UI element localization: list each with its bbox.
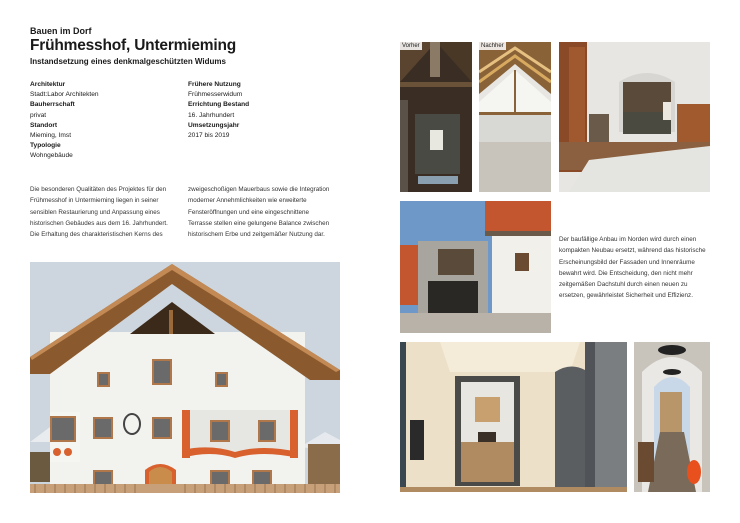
facts-left — [30, 80, 99, 162]
text-line: Terrasse stellen eine gelungene Balance zwischen — [188, 219, 330, 227]
text-line: Frühmesshof in Untermieming liegen in seiner — [30, 197, 159, 205]
facts-right — [188, 80, 249, 141]
page-title: Frühmesshof, Untermieming — [30, 37, 236, 54]
fact-value: 16. Jahrhundert — [188, 111, 235, 119]
fact-label: Bauherrschaft — [30, 101, 75, 109]
text-line: Die besonderen Qualitäten des Projektes für den — [30, 186, 167, 193]
exterior-extension-photo — [400, 201, 551, 333]
fact-value: Wohngebäude — [30, 152, 73, 160]
text-line: bewahrt wird. Die Entscheidung, den nicht mehr — [559, 269, 693, 277]
body-side-column — [559, 234, 719, 302]
before-label: Vorher — [402, 43, 420, 49]
text-line: ersetzen, gewährleistet Sicherheit und Effizienz. — [559, 292, 693, 300]
fact-label: Typologie — [30, 142, 61, 150]
text-line: Fensteröffnungen und eine eingeschnittene — [188, 208, 310, 216]
body-column-1 — [30, 184, 185, 240]
fact-value: Frühmesserwidum — [188, 91, 243, 99]
fact-label: Standort — [30, 121, 58, 129]
hallway-door-photo — [400, 342, 627, 492]
fact-value: privat — [30, 111, 47, 119]
after-label: Nachher — [481, 43, 504, 49]
text-line: moderner Annehmlichkeiten wie erweiterte — [188, 197, 307, 205]
body-column-2 — [188, 184, 348, 240]
text-line: Die Erhaltung des charakteristischen Kerns des — [30, 231, 163, 239]
fact-value: Stadt:Labor Architekten — [30, 91, 99, 99]
fact-label: Architektur — [30, 81, 66, 88]
fact-label: Umsetzungsjahr — [188, 121, 240, 129]
text-line: Erscheinungsbild der Fassaden und Innenräume — [559, 258, 695, 266]
house-facade-photo — [30, 262, 340, 493]
kicker: Bauen im Dorf — [30, 26, 92, 36]
text-line: historischem Erbe und zeitgemäßer Nutzung dar. — [188, 231, 325, 239]
bedroom-photo — [559, 42, 710, 192]
attic-before-photo — [400, 42, 472, 192]
fact-label: Frühere Nutzung — [188, 81, 241, 88]
fact-value: Mieming, Imst — [30, 132, 72, 140]
attic-after-photo — [479, 42, 551, 192]
page-subtitle: Instandsetzung eines denkmalgeschützten Widums — [30, 57, 226, 66]
text-line: zweigeschoßigen Mauerbaus sowie die Integration — [188, 186, 330, 193]
corridor-photo — [634, 342, 710, 492]
text-line: Der baufällige Anbau im Norden wird durch einen — [559, 236, 697, 243]
text-line: historischen Gebäudes aus dem 16. Jahrhundert. — [30, 219, 168, 227]
fact-label: Errichtung Bestand — [188, 101, 250, 109]
text-line: zeitgemäßen Dachstuhl durch einen neuen zu — [559, 281, 688, 289]
text-line: sensiblen Restaurierung und Anpassung eines — [30, 208, 160, 216]
text-line: kompakten Neubau ersetzt, während das historische — [559, 247, 706, 255]
fact-value: 2017 bis 2019 — [188, 132, 230, 140]
